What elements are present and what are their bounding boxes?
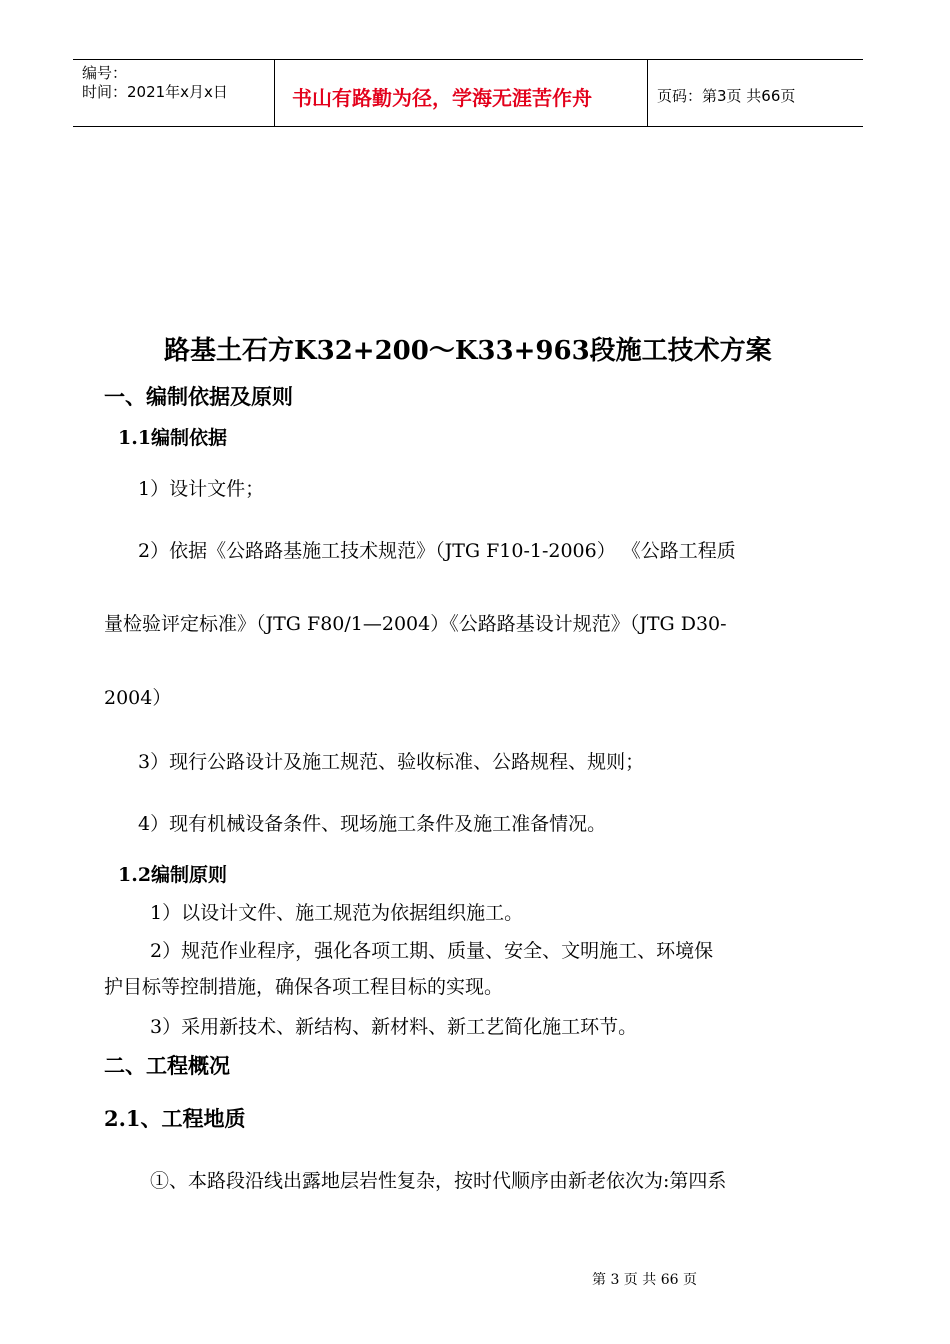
basis-item-4: 4）现有机械设备条件、现场施工条件及施工准备情况。 [138,813,607,835]
page-indicator: 页码：第3页 共66页 [657,87,796,105]
document-date: 时间：2021年x月x日 [82,83,228,101]
basis-item-1: 1）设计文件； [138,478,265,500]
section-heading-basis-principles: 一、编制依据及原则 [104,384,293,409]
section-heading-overview: 二、工程概况 [104,1053,230,1078]
subsection-heading-geology: 2.1、工程地质 [104,1106,246,1131]
geology-paragraph: ①、本路段沿线出露地层岩性复杂，按时代顺序由新老依次为:第四系 [150,1170,727,1192]
header-divider-right [647,59,648,126]
basis-item-2: 2）依据《公路路基施工技术规范》（JTG F10-1-2006） 《公路工程质 [138,540,736,562]
footer-page-number: 第 3 页 共 66 页 [592,1272,697,1288]
basis-item-2-cont: 量检验评定标准》（JTG F80/1—2004）《公路路基设计规范》（JTG D30- [104,613,727,635]
header-motto: 书山有路勤为径，学海无涯苦作舟 [292,86,592,110]
header-bottom-rule [73,126,863,127]
principle-item-1: 1）以设计文件、施工规范为依据组织施工。 [150,902,524,924]
serial-number-label: 编号： [82,64,128,82]
subsection-heading-basis: 1.1编制依据 [118,427,228,449]
header-divider-left [274,59,275,126]
basis-item-2-end: 2004） [104,687,172,709]
principle-item-2: 2）规范作业程序，强化各项工期、质量、安全、文明施工、环境保 [150,940,714,962]
basis-item-3: 3）现行公路设计及施工规范、验收标准、公路规程、规则； [138,751,645,773]
document-title: 路基土石方K32+200～K33+963段施工技术方案 [164,336,772,366]
subsection-heading-principles: 1.2编制原则 [118,864,228,886]
principle-item-2-cont: 护目标等控制措施，确保各项工程目标的实现。 [104,976,504,998]
principle-item-3: 3）采用新技术、新结构、新材料、新工艺简化施工环节。 [150,1016,638,1038]
header-top-rule [73,59,863,60]
